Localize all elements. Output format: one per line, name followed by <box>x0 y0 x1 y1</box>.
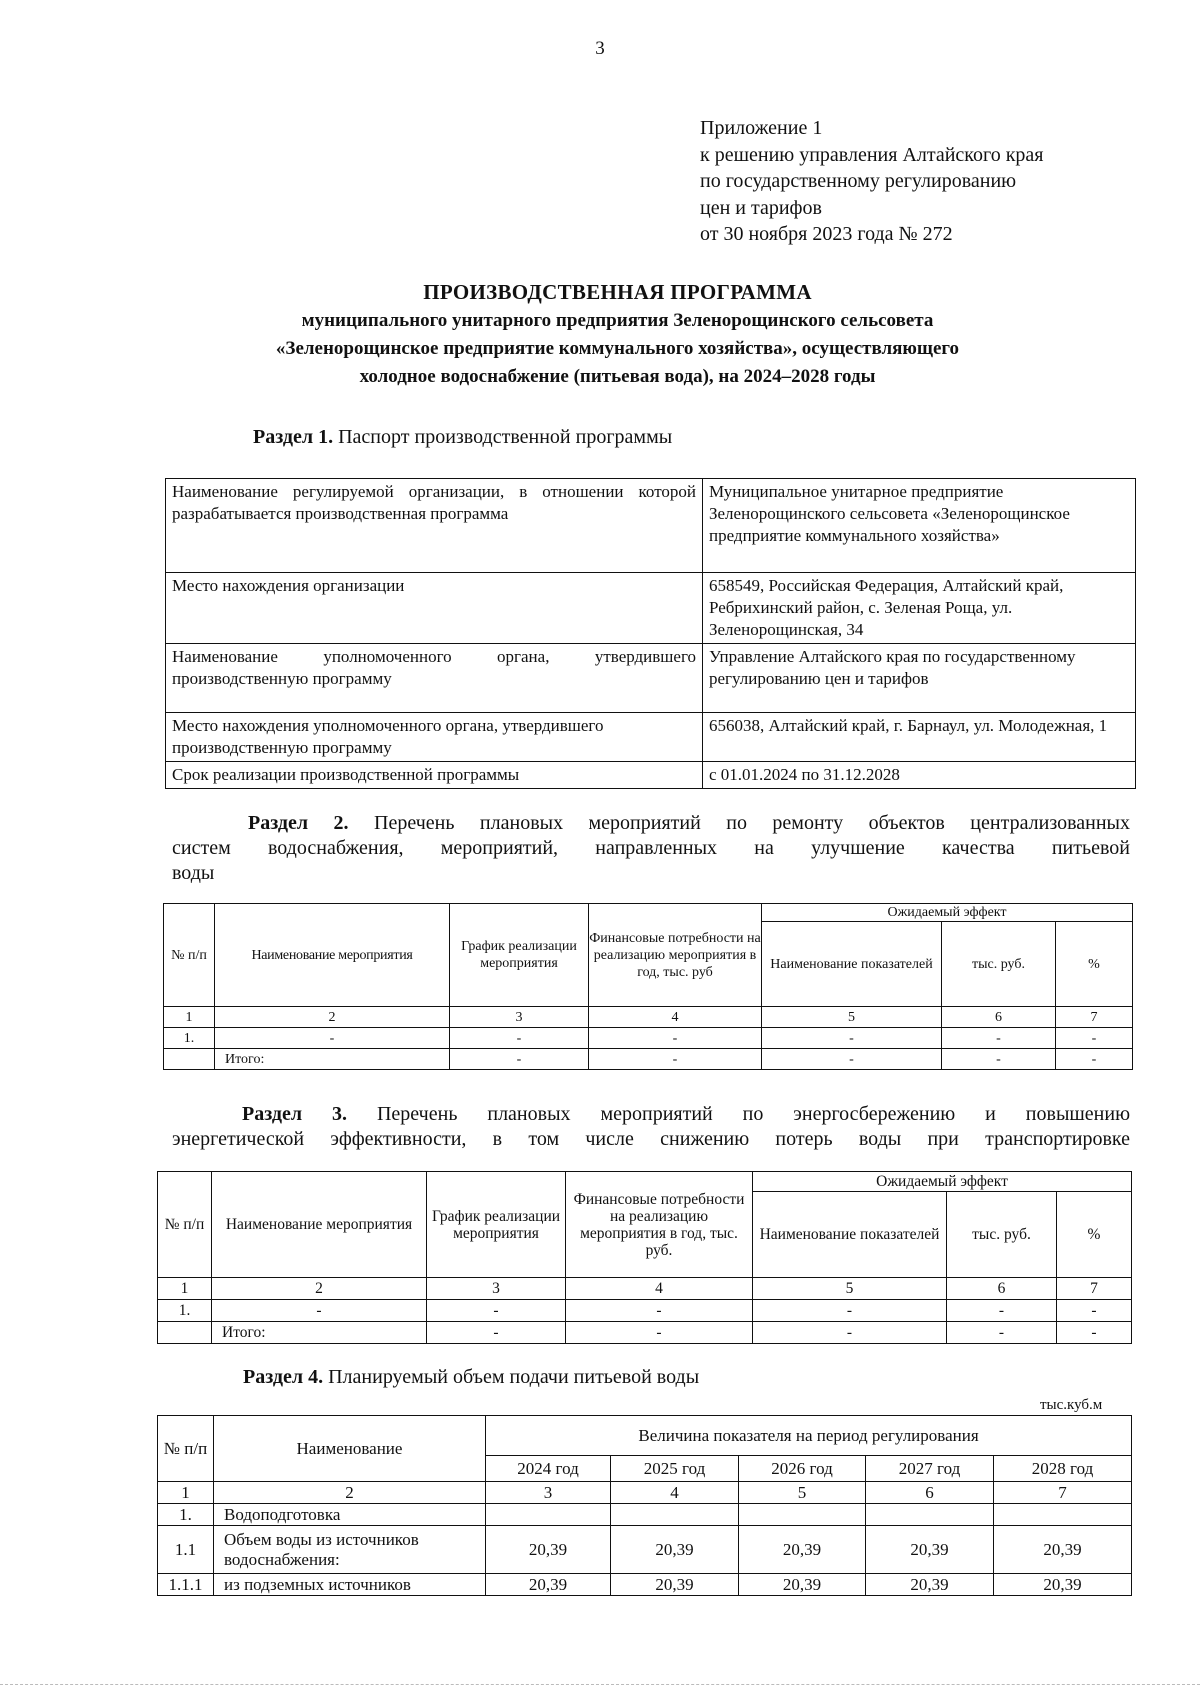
col-header-indicators: Наименование показателей <box>762 922 942 1007</box>
section-text: Паспорт производственной программы <box>338 426 673 448</box>
table-cell: 20,39 <box>866 1574 994 1596</box>
col-header-name: Наименование мероприятия <box>212 1172 427 1278</box>
column-number: 6 <box>942 1007 1056 1028</box>
section-text: энергетической эффективности, в том числе снижению потерь воды при транспортировке <box>172 1128 1130 1150</box>
section-text: Перечень плановых мероприятий по энергосбережению и повышению <box>376 1103 1131 1125</box>
table-cell: 1. <box>158 1300 212 1322</box>
total-label: Итого: <box>212 1322 427 1344</box>
table-cell <box>486 1504 611 1526</box>
column-number: 5 <box>753 1278 947 1300</box>
section-label: Раздел 2. <box>248 812 349 834</box>
table-cell: - <box>947 1322 1057 1344</box>
table-cell: - <box>1057 1300 1132 1322</box>
table-cell: 20,39 <box>486 1574 611 1596</box>
table-cell: 20,39 <box>611 1526 739 1574</box>
section-label: Раздел 4. <box>243 1366 324 1388</box>
measures-energy-table <box>157 1171 1132 1344</box>
table-cell: - <box>1056 1049 1133 1070</box>
table-cell: - <box>427 1322 566 1344</box>
column-number: 4 <box>611 1482 739 1504</box>
column-number: 2 <box>214 1482 486 1504</box>
col-header-pct: % <box>1056 922 1133 1007</box>
column-number: 4 <box>566 1278 753 1300</box>
passport-label: Наименование регулируемой организации, в отношении которой разрабатывается производственная программа <box>166 479 703 573</box>
passport-value: 656038, Алтайский край, г. Барнаул, ул. Молодежная, 1 <box>703 713 1136 762</box>
section-label: Раздел 1. <box>253 426 334 448</box>
table-cell <box>164 1049 215 1070</box>
row-name: Водоподготовка <box>214 1504 486 1526</box>
column-number: 7 <box>1056 1007 1133 1028</box>
table-cell: 20,39 <box>994 1526 1132 1574</box>
column-number: 6 <box>866 1482 994 1504</box>
table-cell: - <box>942 1049 1056 1070</box>
table-cell: - <box>450 1049 589 1070</box>
passport-value: 658549, Российская Федерация, Алтайский край, Ребрихинский район, с. Зеленая Роща, ул. Зеленорощинская, 34 <box>703 573 1136 644</box>
col-header-num: № п/п <box>158 1172 212 1278</box>
row-number: 1. <box>158 1504 214 1526</box>
table-row <box>166 573 1136 644</box>
appendix-line: от 30 ноября 2023 года № 272 <box>700 223 953 245</box>
col-header-finance: Финансовые потребности на реализацию мероприятия в год, тыс. руб <box>589 904 762 1007</box>
table-cell: - <box>762 1049 942 1070</box>
table-row <box>166 644 1136 713</box>
table-cell <box>994 1504 1132 1526</box>
passport-value: Управление Алтайского края по государственному регулированию цен и тарифов <box>703 644 1136 713</box>
appendix-line: по государственному регулированию <box>700 170 1017 192</box>
passport-value: с 01.01.2024 по 31.12.2028 <box>703 762 1136 789</box>
table-row <box>166 479 1136 573</box>
section-label: Раздел 3. <box>242 1103 348 1125</box>
row-number: 1.1 <box>158 1526 214 1574</box>
column-number: 5 <box>762 1007 942 1028</box>
passport-table <box>165 478 1136 789</box>
row-name: из подземных источников <box>214 1574 486 1596</box>
col-header-rub: тыс. руб. <box>942 922 1056 1007</box>
section4-heading <box>243 1365 699 1390</box>
column-number: 1 <box>158 1482 214 1504</box>
title-line: муниципального унитарного предприятия Зеленорощинского сельсовета <box>301 310 934 331</box>
col-header-schedule: График реализации мероприятия <box>427 1172 566 1278</box>
page-bottom-rule <box>0 1684 1200 1685</box>
section3-heading <box>172 1102 1130 1152</box>
title-main: ПРОИЗВОДСТВЕННАЯ ПРОГРАММА <box>423 280 812 304</box>
col-header-year: 2025 год <box>611 1456 739 1482</box>
passport-label: Наименование уполномоченного органа, утвердившего производственную программу <box>166 644 703 713</box>
column-number: 4 <box>589 1007 762 1028</box>
table-cell: 20,39 <box>739 1574 866 1596</box>
table-row <box>166 713 1136 762</box>
column-number: 2 <box>212 1278 427 1300</box>
section1-heading <box>253 425 672 450</box>
water-volume-table <box>157 1415 1132 1596</box>
table-cell: - <box>212 1300 427 1322</box>
column-number: 7 <box>994 1482 1132 1504</box>
table-cell: - <box>753 1300 947 1322</box>
col-header-effect: Ожидаемый эффект <box>753 1172 1132 1192</box>
table-cell: - <box>762 1028 942 1049</box>
table-row <box>164 1028 1133 1049</box>
section-text: Планируемый объем подачи питьевой воды <box>328 1366 700 1388</box>
passport-label: Место нахождения организации <box>166 573 703 644</box>
table-cell: - <box>589 1049 762 1070</box>
row-name: Объем воды из источников водоснабжения: <box>214 1526 486 1574</box>
page-number: 3 <box>595 38 605 59</box>
col-header-pct: % <box>1057 1192 1132 1278</box>
table-cell: - <box>947 1300 1057 1322</box>
table-cell <box>866 1504 994 1526</box>
column-number-row <box>158 1482 1132 1504</box>
appendix-line: цен и тарифов <box>700 196 822 219</box>
table-cell: 20,39 <box>611 1574 739 1596</box>
col-header-year: 2028 год <box>994 1456 1132 1482</box>
column-number: 6 <box>947 1278 1057 1300</box>
row-number: 1.1.1 <box>158 1574 214 1596</box>
table-cell: - <box>1056 1028 1133 1049</box>
table-header-row <box>164 904 1133 922</box>
passport-value: Муниципальное унитарное предприятие Зеленорощинского сельсовета «Зеленорощинское предприятие коммунального хозяйства» <box>703 479 1136 573</box>
col-header-period: Величина показателя на период регулирования <box>486 1416 1132 1456</box>
column-number: 5 <box>739 1482 866 1504</box>
table-cell: 1. <box>164 1028 215 1049</box>
table-cell: 20,39 <box>994 1574 1132 1596</box>
document-title <box>150 280 1085 391</box>
table-cell: - <box>1057 1322 1132 1344</box>
col-header-effect: Ожидаемый эффект <box>762 904 1133 922</box>
table-row <box>158 1526 1132 1574</box>
column-number: 3 <box>427 1278 566 1300</box>
col-header-num: № п/п <box>164 904 215 1007</box>
table-cell: - <box>942 1028 1056 1049</box>
table-header-row <box>158 1172 1132 1192</box>
column-number: 7 <box>1057 1278 1132 1300</box>
col-header-name: Наименование мероприятия <box>215 904 450 1007</box>
passport-label: Срок реализации производственной программы <box>166 762 703 789</box>
column-number: 3 <box>486 1482 611 1504</box>
table-cell <box>158 1322 212 1344</box>
table-cell: - <box>566 1300 753 1322</box>
table-row <box>166 762 1136 789</box>
table-cell <box>739 1504 866 1526</box>
table-row <box>158 1574 1132 1596</box>
table-cell: - <box>215 1028 450 1049</box>
table-cell: 20,39 <box>739 1526 866 1574</box>
section2-heading <box>172 811 1130 886</box>
column-number-row <box>164 1007 1133 1028</box>
section-text: систем водоснабжения, мероприятий, направленных на улучшение качества питьевой <box>172 837 1130 859</box>
passport-label: Место нахождения уполномоченного органа, утвердившего производственную программу <box>166 713 703 762</box>
col-header-num: № п/п <box>158 1416 214 1482</box>
column-number: 2 <box>215 1007 450 1028</box>
table-cell: - <box>450 1028 589 1049</box>
title-line: «Зеленорощинское предприятие коммунального хозяйства», осуществляющего <box>275 338 960 359</box>
col-header-name: Наименование <box>214 1416 486 1482</box>
column-number: 3 <box>450 1007 589 1028</box>
table-header-row <box>158 1416 1132 1456</box>
units-label: тыс.куб.м <box>1040 1397 1103 1413</box>
table-cell: - <box>427 1300 566 1322</box>
table-row <box>158 1300 1132 1322</box>
column-number: 1 <box>158 1278 212 1300</box>
measures-repair-table <box>163 903 1133 1070</box>
table-cell: - <box>589 1028 762 1049</box>
total-label: Итого: <box>215 1049 450 1070</box>
column-number: 1 <box>164 1007 215 1028</box>
appendix-line: к решению управления Алтайского края <box>700 143 1044 166</box>
table-total-row <box>164 1049 1133 1070</box>
col-header-indicators: Наименование показателей <box>753 1192 947 1278</box>
table-cell <box>611 1504 739 1526</box>
col-header-rub: тыс. руб. <box>947 1192 1057 1278</box>
column-number-row <box>158 1278 1132 1300</box>
col-header-finance: Финансовые потребности на реализацию мероприятия в год, тыс. руб. <box>566 1172 753 1278</box>
table-cell: - <box>566 1322 753 1344</box>
section-text: Перечень плановых мероприятий по ремонту объектов централизованных <box>374 812 1130 834</box>
appendix-block <box>700 115 1044 248</box>
title-line: холодное водоснабжение (питьевая вода), на 2024–2028 годы <box>359 366 876 387</box>
table-row <box>158 1504 1132 1526</box>
table-cell: 20,39 <box>866 1526 994 1574</box>
section-text: воды <box>172 862 215 884</box>
table-cell: 20,39 <box>486 1526 611 1574</box>
col-header-year: 2024 год <box>486 1456 611 1482</box>
col-header-schedule: График реализации мероприятия <box>450 904 589 1007</box>
appendix-line: Приложение 1 <box>700 117 823 139</box>
table-cell: - <box>753 1322 947 1344</box>
col-header-year: 2027 год <box>866 1456 994 1482</box>
table-total-row <box>158 1322 1132 1344</box>
col-header-year: 2026 год <box>739 1456 866 1482</box>
